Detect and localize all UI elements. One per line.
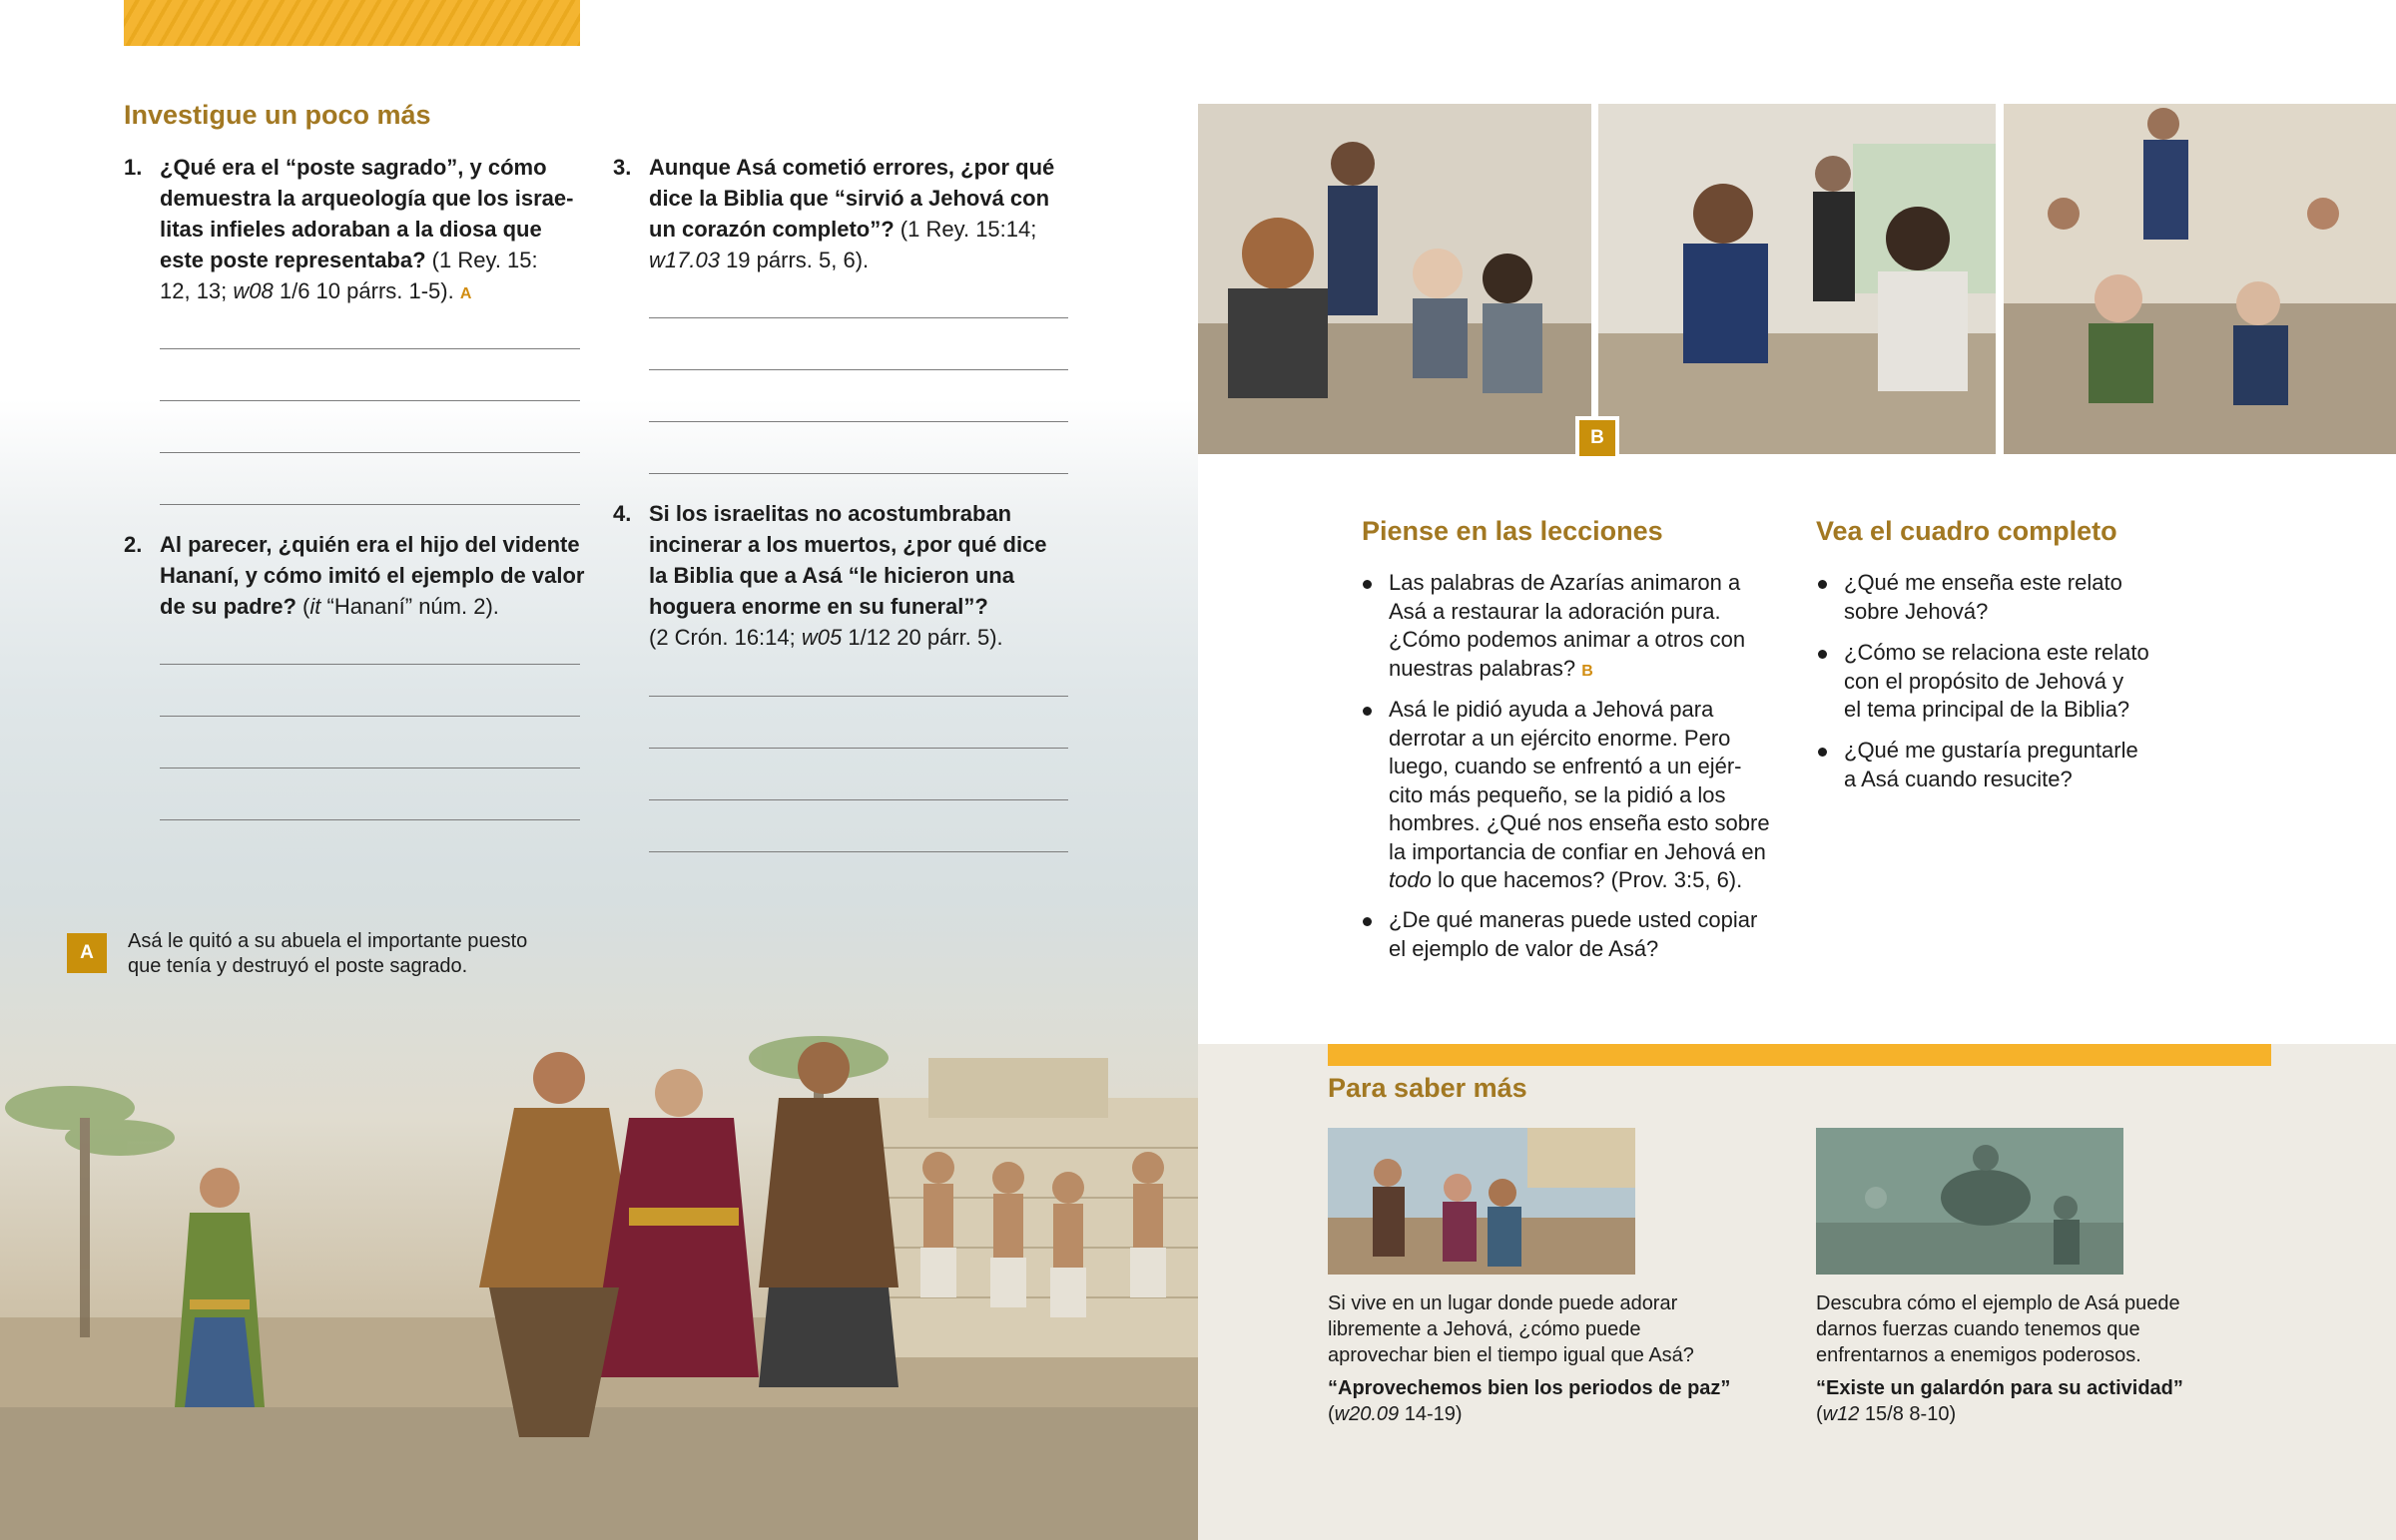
- question-number: 4.: [613, 501, 632, 526]
- bullet-dot: [1818, 650, 1827, 659]
- bullet-dot: [1363, 917, 1372, 926]
- photo-congregation-1-graphic: [1198, 104, 1591, 454]
- question-text-line: Al parecer, ¿quién era el hijo del vidente: [160, 532, 580, 557]
- bullet-text-line: nuestras palabras?: [1389, 655, 1576, 681]
- decorative-gold-band: [124, 0, 580, 46]
- answer-line[interactable]: [160, 716, 580, 717]
- answer-line[interactable]: [649, 421, 1068, 422]
- card-text-line: enfrentarnos a enemigos poderosos.: [1816, 1344, 2141, 1366]
- bullet-text-line: cito más pequeño, se la pidió a los: [1389, 781, 1726, 807]
- photo-congregation-1: [1198, 104, 1591, 454]
- card-peace-periods: [1328, 1290, 1787, 1427]
- question-number: 2.: [124, 532, 143, 557]
- question-number: 3.: [613, 155, 632, 180]
- question-text-line: de su padre?: [160, 594, 297, 619]
- big-picture-bullet-1: [1844, 569, 2243, 626]
- bullet-dot: [1363, 707, 1372, 716]
- publication-reference: w20.09: [1334, 1403, 1400, 1425]
- card-text-line: libremente a Jehová, ¿cómo puede: [1328, 1318, 1641, 1340]
- bullet-text-line: a Asá cuando resucite?: [1844, 766, 2073, 791]
- question-text-line: demuestra la arqueología que los israe-: [160, 186, 574, 211]
- answer-line[interactable]: [649, 317, 1068, 318]
- big-picture-bullet-3: [1844, 737, 2243, 793]
- scripture-reference: (: [296, 594, 310, 619]
- figure-badge-b: B: [1575, 416, 1619, 460]
- bullet-text-line: Las palabras de Azarías animaron a: [1389, 570, 1741, 595]
- publication-reference: w05: [801, 625, 843, 650]
- answer-line[interactable]: [160, 348, 580, 349]
- question-text-line: hoguera enorme en su funeral”?: [649, 594, 988, 619]
- question-2: [124, 529, 603, 622]
- answer-line[interactable]: [649, 748, 1068, 749]
- scripture-reference: 19 párrs. 5, 6).: [719, 248, 870, 272]
- scripture-reference: “Hananí” núm. 2).: [320, 594, 499, 619]
- thumbnail-peace-periods[interactable]: [1328, 1128, 1635, 1275]
- card-text-line: aprovechar bien el tiempo igual que Asá?: [1328, 1344, 1694, 1366]
- decorative-gold-band: [1328, 1044, 2271, 1066]
- bullet-text-line: Asá a restaurar la adoración pura.: [1389, 598, 1721, 624]
- big-picture-bullet-2: [1844, 639, 2243, 725]
- bullet-text-line: ¿Cómo podemos animar a otros con: [1389, 627, 1746, 652]
- question-text-line: litas infieles adoraban a la diosa que: [160, 217, 542, 242]
- question-text-line: Aunque Asá cometió errores, ¿por qué: [649, 155, 1055, 180]
- scripture-reference: 1/12 20 párr. 5).: [842, 625, 1003, 650]
- bullet-dot: [1818, 748, 1827, 757]
- bullet-text-line: hombres. ¿Qué nos enseña esto sobre: [1389, 810, 1770, 835]
- publication-reference: (: [1328, 1403, 1335, 1425]
- emphasis-word: todo: [1389, 867, 1432, 892]
- publication-reference: (: [1816, 1403, 1823, 1425]
- question-4: [613, 498, 1092, 653]
- thumbnail-reward[interactable]: [1816, 1128, 2123, 1275]
- publication-reference: w17.03: [649, 248, 720, 272]
- figure-tag: B: [1581, 662, 1593, 680]
- bullet-text-line: lo que hacemos? (Prov. 3:5, 6).: [1431, 867, 1743, 892]
- publication-reference: w08: [233, 278, 274, 303]
- card-text-line: Descubra cómo el ejemplo de Asá puede: [1816, 1292, 2180, 1314]
- answer-line[interactable]: [649, 799, 1068, 800]
- scripture-reference: 1/6 10 párrs. 1-5).: [273, 278, 454, 303]
- bullet-text-line: ¿Cómo se relaciona este relato: [1844, 640, 2149, 665]
- answer-line[interactable]: [160, 400, 580, 401]
- publication-reference: 14-19): [1399, 1403, 1463, 1425]
- publication-reference: it: [309, 594, 321, 619]
- lessons-bullet-1: [1389, 569, 1788, 686]
- scripture-reference: (1 Rey. 15:14;: [894, 217, 1037, 242]
- bullet-text-line: Asá le pidió ayuda a Jehová para: [1389, 697, 1714, 722]
- question-number: 1.: [124, 155, 143, 180]
- section-heading-investigate: Investigue un poco más: [124, 100, 431, 130]
- scripture-reference: (2 Crón. 16:14;: [649, 625, 802, 650]
- answer-line[interactable]: [649, 696, 1068, 697]
- section-heading-big-picture: Vea el cuadro completo: [1816, 516, 2117, 546]
- question-text-line: la Biblia que a Asá “le hicieron una: [649, 563, 1014, 588]
- publication-reference: 15/8 8-10): [1859, 1403, 1957, 1425]
- bullet-text-line: con el propósito de Jehová y: [1844, 668, 2124, 694]
- answer-line[interactable]: [160, 452, 580, 453]
- article-title-link[interactable]: “Aprovechemos bien los periodos de paz”: [1328, 1377, 1731, 1399]
- question-1: [124, 152, 593, 309]
- lessons-bullet-2: [1389, 696, 1808, 895]
- bullet-dot: [1818, 580, 1827, 589]
- bullet-text-line: ¿Qué me enseña este relato: [1844, 570, 2122, 595]
- answer-line[interactable]: [160, 819, 580, 820]
- answer-line[interactable]: [649, 369, 1068, 370]
- question-text-line: un corazón completo”?: [649, 217, 895, 242]
- question-3: [613, 152, 1082, 275]
- question-text-line: Si los israelitas no acostumbraban: [649, 501, 1012, 526]
- bullet-text-line: el tema principal de la Biblia?: [1844, 697, 2130, 722]
- section-heading-lessons: Piense en las lecciones: [1362, 516, 1663, 546]
- caption-line: que tenía y destruyó el poste sagrado.: [128, 955, 468, 977]
- bullet-text-line: sobre Jehová?: [1844, 598, 1989, 624]
- photo-congregation-2-graphic: [1598, 104, 1996, 454]
- answer-line[interactable]: [160, 504, 580, 505]
- bullet-text-line: ¿De qué maneras puede usted copiar: [1389, 907, 1758, 932]
- photo-congregation-3-graphic: [2004, 104, 2396, 454]
- section-heading-learn-more: Para saber más: [1328, 1073, 1527, 1103]
- question-text-line: ¿Qué era el “poste sagrado”, y cómo: [160, 155, 547, 180]
- illustration-asa-grandmother: [0, 988, 1198, 1540]
- figure-badge-a: A: [67, 933, 107, 973]
- question-text-line: Hananí, y cómo imitó el ejemplo de valor: [160, 563, 585, 588]
- bullet-text-line: ¿Qué me gustaría preguntarle: [1844, 738, 2138, 763]
- bullet-text-line: la importancia de confiar en Jehová en: [1389, 838, 1766, 864]
- article-title-link[interactable]: “Existe un galardón para su actividad”: [1816, 1377, 2183, 1399]
- question-text-line: dice la Biblia que “sirvió a Jehová con: [649, 186, 1050, 211]
- bullet-dot: [1363, 580, 1372, 589]
- caption-line: Asá le quitó a su abuela el importante puesto: [128, 930, 528, 952]
- question-text-line: incinerar a los muertos, ¿por qué dice: [649, 532, 1047, 557]
- card-text-line: Si vive en un lugar donde puede adorar: [1328, 1292, 1678, 1314]
- scripture-reference: 12, 13;: [160, 278, 234, 303]
- scripture-reference: (1 Rey. 15:: [431, 248, 538, 272]
- bullet-text-line: derrotar a un ejército enorme. Pero: [1389, 725, 1731, 751]
- answer-line[interactable]: [160, 768, 580, 769]
- thumbnail-reward-graphic: [1816, 1128, 2123, 1275]
- thumbnail-peace-periods-graphic: [1328, 1128, 1635, 1275]
- card-text-line: darnos fuerzas cuando tenemos que: [1816, 1318, 2140, 1340]
- photo-congregation-2: [1598, 104, 1996, 454]
- card-reward: [1816, 1290, 2275, 1427]
- figure-tag: A: [459, 285, 472, 302]
- publication-reference: w12: [1822, 1403, 1860, 1425]
- bullet-text-line: el ejemplo de valor de Asá?: [1389, 935, 1659, 961]
- answer-line[interactable]: [649, 473, 1068, 474]
- answer-line[interactable]: [649, 851, 1068, 852]
- lessons-bullet-3: [1389, 906, 1788, 963]
- question-text-line: este poste representaba?: [160, 248, 426, 272]
- illustration-caption: [128, 929, 527, 979]
- photo-congregation-3: [2004, 104, 2396, 454]
- bullet-text-line: luego, cuando se enfrentó a un ejér-: [1389, 754, 1742, 778]
- answer-line[interactable]: [160, 664, 580, 665]
